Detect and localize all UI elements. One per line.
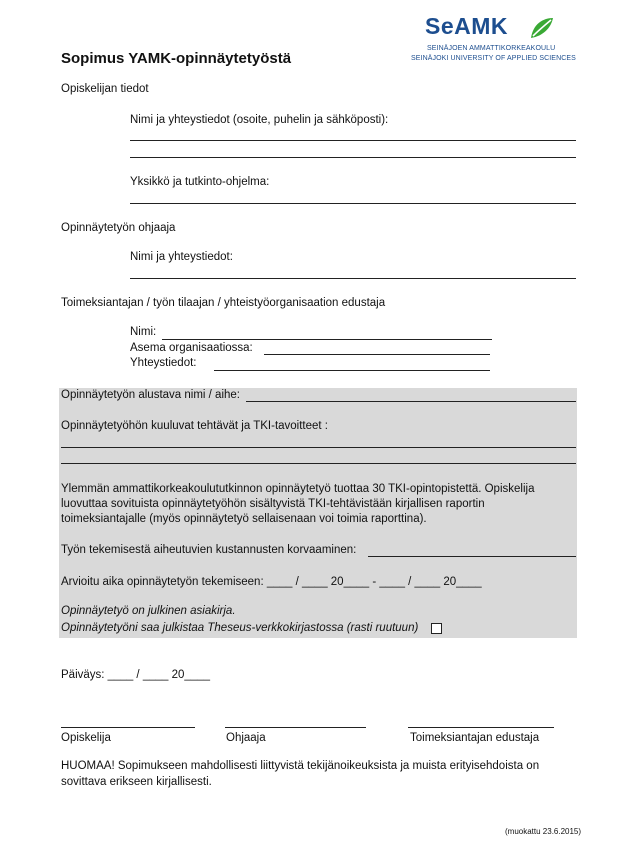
student-name-label: Nimi ja yhteystiedot (osoite, puhelin ja sähköposti): xyxy=(130,114,389,126)
client-heading: Toimeksiantajan / työn tilaajan / yhteistyöorganisaation edustaja xyxy=(61,297,386,309)
client-name-label: Nimi: xyxy=(130,326,157,338)
costs-line[interactable] xyxy=(368,556,576,557)
tasks-line-2[interactable] xyxy=(61,463,576,464)
supervisor-signature-label: Ohjaaja xyxy=(226,732,266,744)
client-signature-line[interactable] xyxy=(408,727,554,728)
topic-line[interactable] xyxy=(246,401,576,402)
tasks-line-1[interactable] xyxy=(61,447,576,448)
page-title: Sopimus YAMK-opinnäytetyöstä xyxy=(61,50,292,67)
client-name-line[interactable] xyxy=(162,339,492,340)
topic-label: Opinnäytetyön alustava nimi / aihe: xyxy=(61,389,240,401)
client-contact-label: Yhteystiedot: xyxy=(130,357,197,369)
client-signature-label: Toimeksiantajan edustaja xyxy=(410,732,540,744)
public-document-note: Opinnäytetyö on julkinen asiakirja. xyxy=(61,605,236,617)
tasks-label: Opinnäytetyöhön kuuluvat tehtävät ja TKI-tavoitteet : xyxy=(61,420,329,432)
student-unit-label: Yksikkö ja tutkinto-ohjelma: xyxy=(130,176,270,188)
student-signature-line[interactable] xyxy=(61,727,195,728)
client-position-label: Asema organisaatiossa: xyxy=(130,342,253,354)
supervisor-signature-line[interactable] xyxy=(225,727,366,728)
logo-subtitle-en: SEINÄJOKI UNIVERSITY OF APPLIED SCIENCES xyxy=(411,55,576,62)
costs-label: Työn tekemisestä aiheutuvien kustannusten korvaaminen: xyxy=(61,544,357,556)
student-signature-label: Opiskelija xyxy=(61,732,111,744)
supervisor-name-label: Nimi ja yhteystiedot: xyxy=(130,251,233,263)
time-estimate[interactable]: Arvioitu aika opinnäytetyön tekemiseen: ____ / ____ 20____ - ____ / ____ 20____ xyxy=(61,576,482,588)
logo-subtitle-fi: SEINÄJOEN AMMATTIKORKEAKOULU xyxy=(427,45,556,52)
date-field[interactable]: Päiväys: ____ / ____ 20____ xyxy=(61,669,210,681)
student-unit-line[interactable] xyxy=(130,203,576,204)
supervisor-heading: Opinnäytetyön ohjaaja xyxy=(61,222,176,234)
modified-date: (muokattu 23.6.2015) xyxy=(505,827,582,836)
client-contact-line[interactable] xyxy=(214,370,490,371)
notice-line-2: sovittava erikseen kirjallisesti. xyxy=(61,776,212,788)
paragraph-line-1: Ylemmän ammattikorkeakoulututkinnon opinnäytetyö tuottaa 30 TKI-opintopistettä. Opiskelija xyxy=(61,483,535,495)
paragraph-line-3: toimeksiantajalle (myös opinnäytetyö sellaisenaan voi toimia raporttina). xyxy=(61,513,427,525)
theseus-consent-checkbox[interactable] xyxy=(431,623,442,634)
notice-line-1: HUOMAA! Sopimukseen mahdollisesti liittyvistä tekijänoikeuksista ja muista erityisehdoista on xyxy=(61,760,540,772)
student-name-line-1[interactable] xyxy=(130,140,576,141)
theseus-consent-label: Opinnäytetyöni saa julkistaa Theseus-verkkokirjastossa (rasti ruutuun) xyxy=(61,622,419,634)
logo-wordmark: SeAMK xyxy=(425,13,509,39)
supervisor-name-line[interactable] xyxy=(130,278,576,279)
student-name-line-2[interactable] xyxy=(130,157,576,158)
leaf-icon xyxy=(529,16,555,40)
seamk-logo xyxy=(411,13,576,69)
paragraph-line-2: luovuttaa sovituista opinnäytetyöhön sisältyvistä TKI-tehtävistään kirjallisen raportin xyxy=(61,498,485,510)
student-heading: Opiskelijan tiedot xyxy=(61,83,149,95)
client-position-line[interactable] xyxy=(264,354,490,355)
